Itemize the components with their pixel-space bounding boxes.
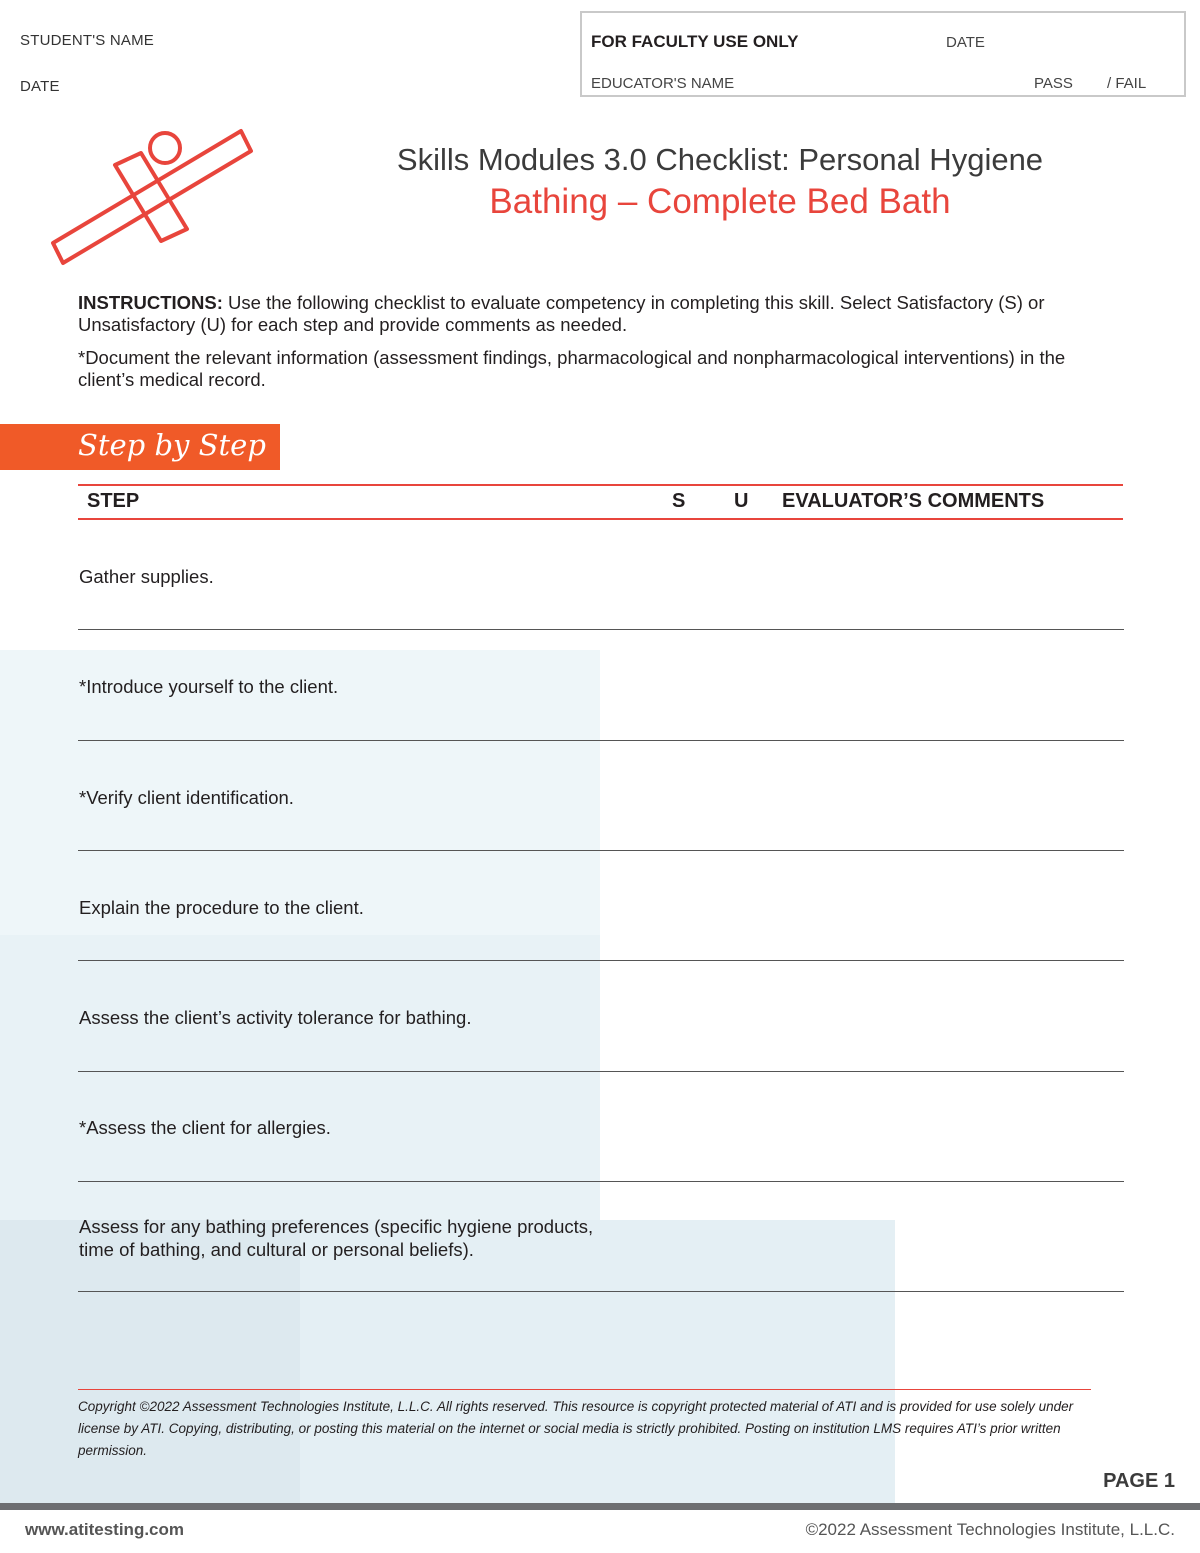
faculty-title: FOR FACULTY USE ONLY xyxy=(591,32,799,51)
page-number: PAGE 1 xyxy=(1103,1470,1175,1492)
table-row-step: Gather supplies. xyxy=(79,566,214,587)
row-divider xyxy=(78,1291,1124,1292)
copyright-notice: Copyright ©2022 Assessment Technologies Institute, L.L.C. All rights reserved. This resource is copyright protected material of ATI and is provided for use solely under license by ATI. Copying, distributing, or posting this material on the internet or social media is strictly prohibited. Posting on institution LMS requires ATI’s prior written permission. xyxy=(78,1399,1074,1458)
instructions-text: Use the following checklist to evaluate competency in completing this skill. Select Satisfactory (S) or Unsatisfactory (U) for each step and provide comments as needed. xyxy=(78,292,1045,335)
fail-label: / FAIL xyxy=(1107,75,1147,92)
table-header-bottom-rule xyxy=(78,518,1123,520)
website-link[interactable]: www.atitesting.com xyxy=(25,1520,185,1539)
faculty-use-box xyxy=(580,11,1186,97)
row-divider xyxy=(78,629,1124,630)
table-row-step: *Verify client identification. xyxy=(79,787,294,808)
table-row-step: Assess the client’s activity tolerance for bathing. xyxy=(79,1007,472,1028)
section-banner-label: Step by Step xyxy=(78,428,266,462)
table-row-step: *Assess the client for allergies. xyxy=(79,1117,331,1138)
date-label: DATE xyxy=(20,78,60,95)
row-divider xyxy=(78,1181,1124,1182)
column-header-comments: EVALUATOR’S COMMENTS xyxy=(782,490,1045,512)
educator-name-label: EDUCATOR'S NAME xyxy=(591,75,735,92)
instructions-paragraph xyxy=(78,292,1078,336)
table-row-step: Explain the procedure to the client. xyxy=(79,897,364,918)
row-divider xyxy=(78,850,1124,851)
pass-label: PASS xyxy=(1034,75,1073,92)
instructions-label: INSTRUCTIONS: xyxy=(78,292,223,313)
row-divider xyxy=(78,960,1124,961)
student-name-label: STUDENT'S NAME xyxy=(20,32,155,49)
table-row-step: *Introduce yourself to the client. xyxy=(79,676,339,697)
column-header-step: STEP xyxy=(87,490,140,512)
faculty-date-label: DATE xyxy=(946,34,985,51)
skill-title: Bathing – Complete Bed Bath xyxy=(489,182,951,221)
column-header-s: S xyxy=(672,490,686,512)
footer-bar xyxy=(0,1503,1200,1510)
column-header-u: U xyxy=(734,490,749,512)
checklist-title: Skills Modules 3.0 Checklist: Personal Hygiene xyxy=(396,142,1044,177)
table-row-step: Assess for any bathing preferences (specific hygiene products, time of bathing, and cultural or personal beliefs). xyxy=(79,1216,594,1260)
row-divider xyxy=(78,740,1124,741)
copyright-rule xyxy=(78,1389,1091,1390)
documentation-note: *Document the relevant information (assessment findings, pharmacological and nonpharmacological interventions) in the client’s medical record. xyxy=(78,347,1066,390)
company-copyright: ©2022 Assessment Technologies Institute, L.L.C. xyxy=(805,1520,1175,1539)
row-divider xyxy=(78,1071,1124,1072)
instructions xyxy=(78,292,1078,402)
table-header-top-rule xyxy=(78,484,1123,486)
ati-figure-logo xyxy=(45,125,255,270)
background-tint xyxy=(0,1220,300,1510)
